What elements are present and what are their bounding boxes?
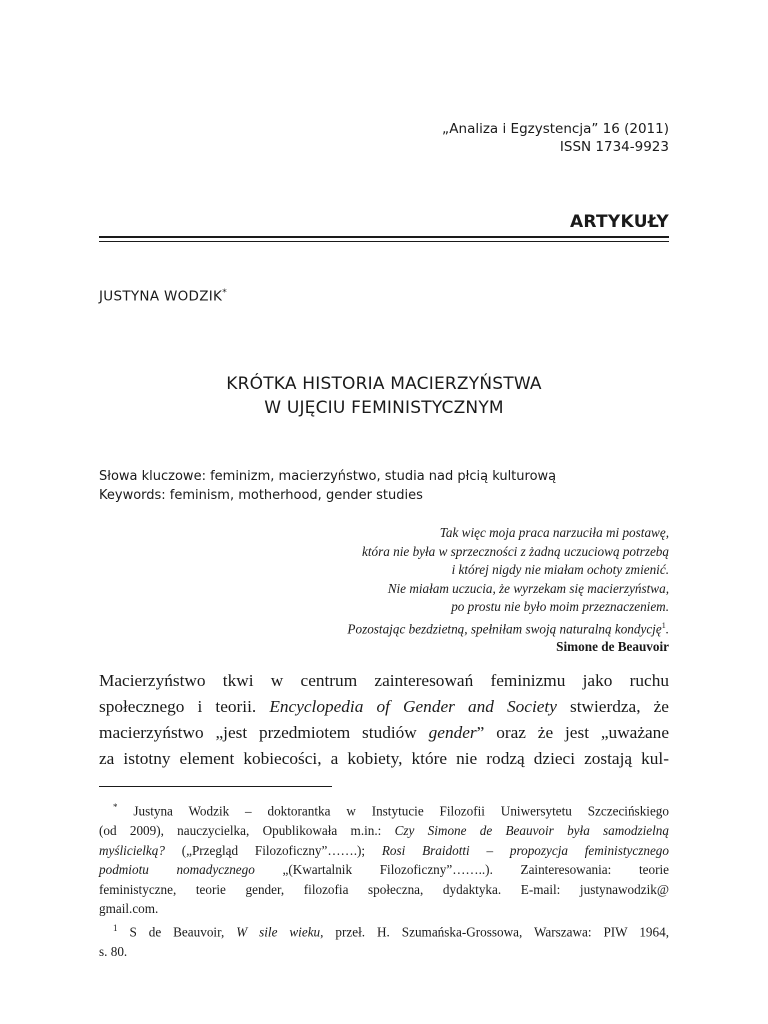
footnote-line: gmail.com.: [99, 901, 159, 917]
epigraph-line: i której nigdy nie miałam ochoty zmienić.: [451, 562, 669, 577]
epigraph-text: Pozostając bezdzietną, spełniłam swoją naturalną kondycję: [347, 620, 662, 636]
section-heading: ARTYKUŁY: [569, 212, 669, 232]
keywords: [99, 467, 556, 505]
footnote-line: [99, 860, 669, 880]
footnote-italic: Czy Simone de Beauvoir była samodzielną: [394, 822, 669, 838]
footnote-line: [99, 919, 669, 942]
footnote-line: [99, 821, 669, 841]
footnote-ref: 1: [661, 620, 666, 630]
epigraph: [347, 524, 669, 657]
keywords-polish: Słowa kluczowe: feminizm, macierzyństwo, studia nad płcią kulturową: [99, 469, 557, 484]
footnote-text: (od 2009), nauczycielka, Opublikowała m.in.:: [99, 822, 395, 838]
footnote-text: Justyna Wodzik – doktorantka w Instytucie Filozofii Uniwersytetu Szczecińskiego: [117, 803, 669, 819]
body-text: stwierdza, że: [556, 697, 669, 716]
footnote-line: s. 80.: [99, 943, 128, 959]
footnote-mark: 1: [113, 922, 118, 933]
footnote-italic: podmiotu nomadycznego: [99, 862, 255, 878]
article-title: [99, 372, 669, 420]
epigraph-line: Tak więc moja praca narzuciła mi postawę,: [439, 525, 669, 540]
footnote-separator: [99, 786, 332, 787]
epigraph-line: Nie miałam uczucia, że wyrzekam się macierzyństwa,: [387, 580, 669, 596]
journal-citation: [442, 120, 669, 156]
body-line: za istotny element kobiecości, a kobiety, które nie rodzą dzieci zostają kul-: [99, 749, 669, 768]
journal-line: „Analiza i Egzystencja” 16 (2011): [442, 121, 669, 137]
body-line: [99, 694, 669, 720]
epigraph-attribution: Simone de Beauvoir: [556, 639, 669, 655]
keywords-english: Keywords: feminism, motherhood, gender studies: [99, 488, 423, 503]
footnote-text: („Przegląd Filozoficzny”…….);: [164, 842, 382, 858]
body-text: macierzyństwo „jest przedmiotem studiów: [99, 723, 429, 742]
body-text: ” oraz że jest „uważane: [476, 723, 669, 742]
epigraph-line-last: [347, 617, 669, 639]
title-line-1: KRÓTKA HISTORIA MACIERZYŃSTWA: [226, 374, 542, 394]
author: [99, 288, 227, 305]
title-line-2: W UJĘCIU FEMINISTYCZNYM: [264, 398, 504, 418]
footnote-italic: myślicielką?: [99, 842, 165, 858]
body-italic: Encyclopedia of Gender and Society: [269, 697, 557, 716]
footnotes: [99, 798, 669, 962]
epigraph-line: po prostu nie było moim przeznaczeniem.: [451, 599, 669, 614]
footnote-text: , przeł. H. Szumańska-Grossowa, Warszawa: PIW 1964,: [320, 924, 670, 940]
body-italic: gender: [428, 723, 477, 742]
body-line: Macierzyństwo tkwi w centrum zainteresowań feminizmu jako ruchu: [99, 671, 669, 690]
epigraph-line: która nie była w sprzeczności z żadną uczuciową potrzebą: [362, 543, 669, 559]
issn: ISSN 1734-9923: [559, 139, 669, 155]
section-rule-thin: [99, 241, 669, 242]
footnote-text: „(Kwartalnik Filozoficzny”……..). Zainteresowania: teorie: [254, 862, 669, 878]
footnote-text: S de Beauvoir,: [117, 924, 237, 940]
footnote-italic: Rosi Braidotti – propozycja feministycznego: [381, 842, 669, 858]
footnote-italic: W sile wieku: [236, 924, 321, 940]
footnote-mark: *: [113, 802, 118, 812]
section-rule-thick: [99, 236, 669, 238]
footnote-line: [99, 798, 669, 821]
footnote-line: [99, 841, 669, 861]
body-paragraph: [99, 668, 669, 772]
author-footnote-mark: *: [222, 288, 228, 298]
author-name: JUSTYNA WODZIK: [99, 288, 223, 305]
epigraph-tail: .: [665, 620, 669, 636]
body-text: społecznego i teorii.: [99, 697, 270, 716]
footnote-line: feministyczne, teorie gender, filozofia społeczna, dydaktyka. E-mail: justynawodzik@: [99, 881, 669, 897]
body-line: [99, 720, 669, 746]
